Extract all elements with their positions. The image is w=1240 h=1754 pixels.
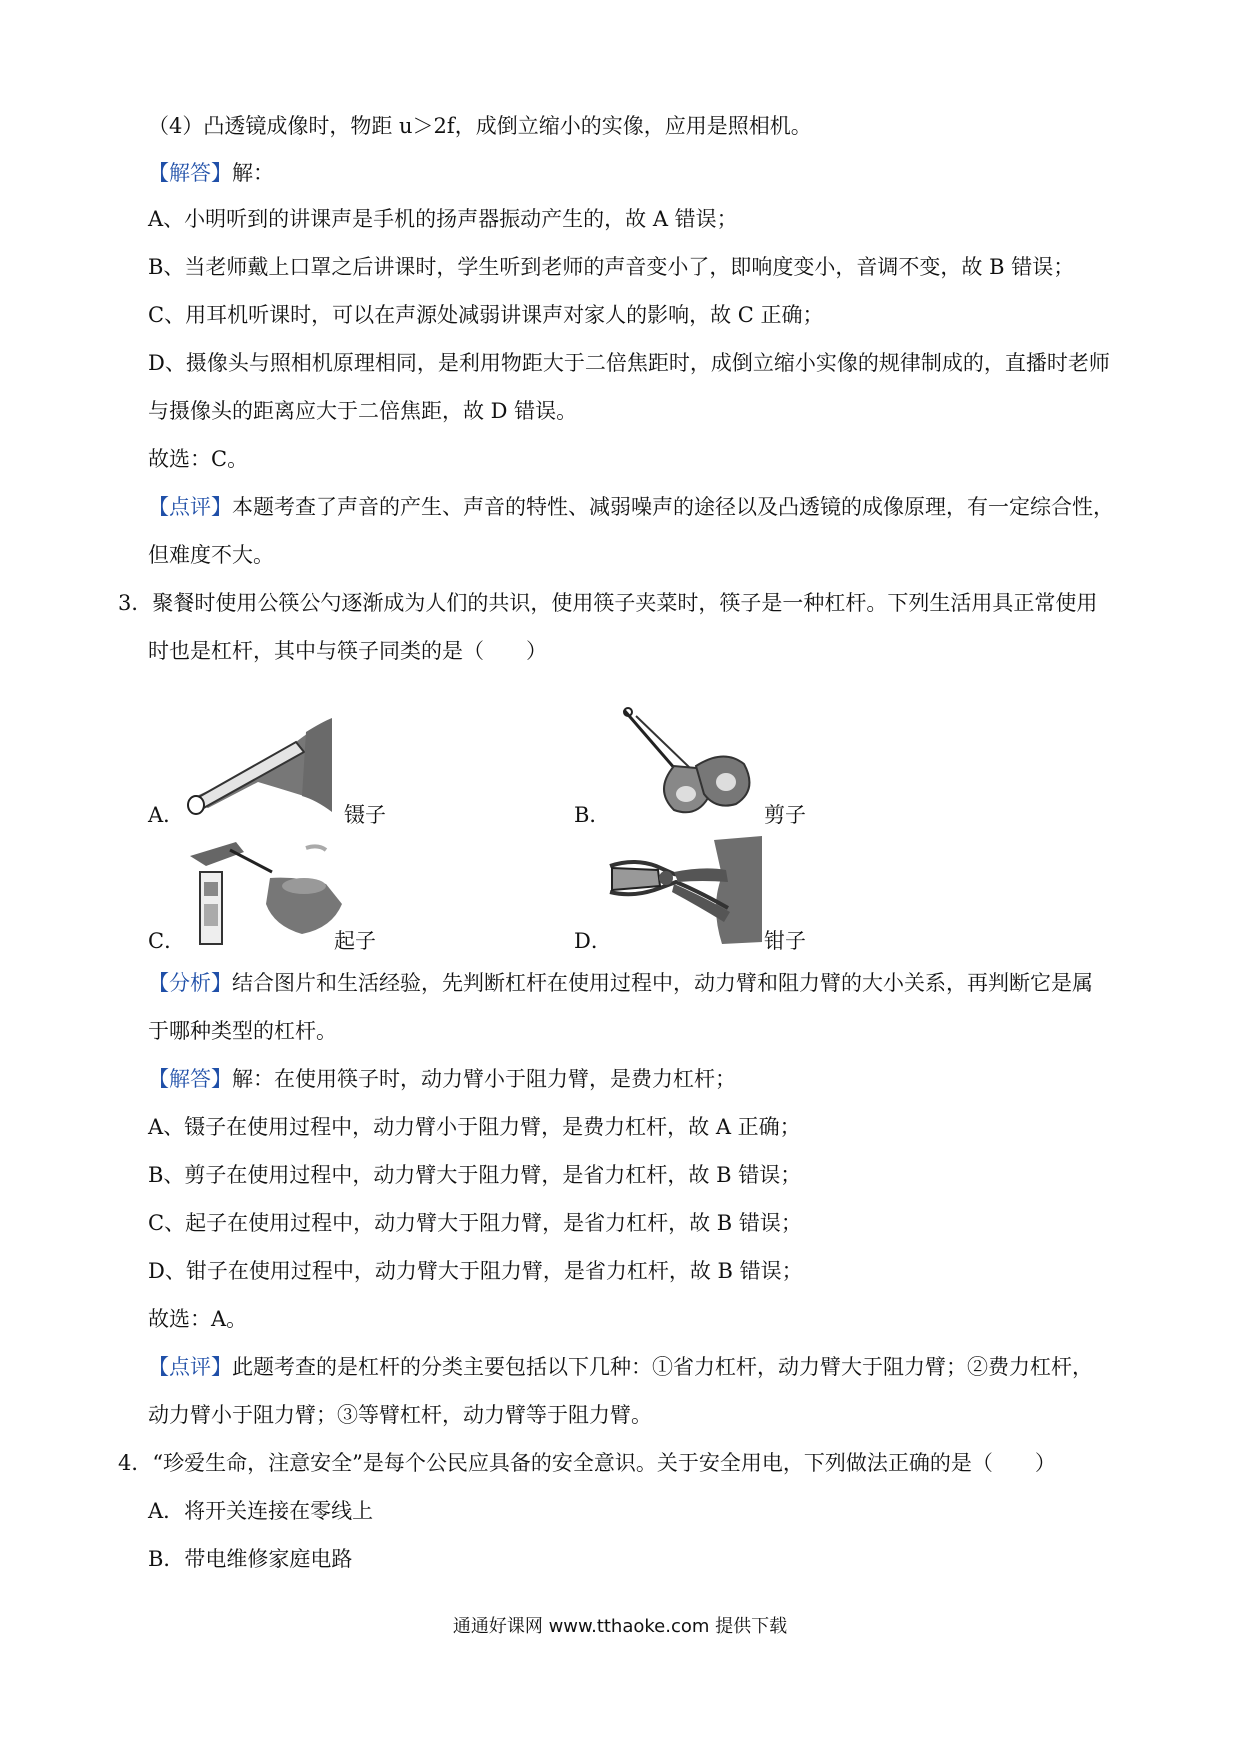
question-3-line: 3．聚餐时使用公筷公勺逐渐成为人们的共识，使用筷子夹菜时，筷子是一种杠杆。下列生活用具正常使用	[118, 591, 1098, 615]
text-span: 解：	[232, 161, 274, 185]
pliers-figure	[604, 836, 766, 946]
text-line: 但难度不大。	[148, 543, 274, 567]
text-line	[148, 492, 1114, 522]
section-tag: 【分析】	[148, 971, 232, 995]
text-line: D、钳子在使用过程中，动力臂大于阻力臂，是省力杠杆，故 B 错误；	[148, 1259, 803, 1283]
section-tag: 【解答】	[148, 1067, 232, 1091]
text-line: 故选：C。	[148, 447, 249, 471]
option-line: A．将开关连接在零线上	[148, 1499, 374, 1523]
option-b-caption: 剪子	[764, 803, 806, 827]
bottle-opener-figure	[186, 838, 346, 946]
text-line: A、小明听到的讲课声是手机的扬声器振动产生的，故 A 错误；	[148, 207, 738, 231]
option-b-label: B．	[574, 803, 611, 827]
question-3-line: 时也是杠杆，其中与筷子同类的是（ ）	[148, 639, 547, 663]
page-footer: 通通好课网 www.tthaoke.com 提供下载	[452, 1616, 788, 1637]
text-line: （4）凸透镜成像时，物距 u＞2f，成倒立缩小的实像，应用是照相机。	[148, 114, 812, 138]
text-line	[148, 158, 274, 188]
text-line: D、摄像头与照相机原理相同，是利用物距大于二倍焦距时，成倒立缩小实像的规律制成的，直播时老师	[148, 351, 1110, 375]
text-line: C、用耳机听课时，可以在声源处减弱讲课声对家人的影响，故 C 正确；	[148, 303, 824, 327]
text-line: C、起子在使用过程中，动力臂大于阻力臂，是省力杠杆，故 B 错误；	[148, 1211, 802, 1235]
section-tag: 【点评】	[148, 1355, 232, 1379]
text-line	[148, 1064, 736, 1094]
text-span: 本题考查了声音的产生、声音的特性、减弱噪声的途径以及凸透镜的成像原理，有一定综合性，	[232, 495, 1114, 519]
text-span: 解：在使用筷子时，动力臂小于阻力臂，是费力杠杆；	[232, 1067, 736, 1091]
option-d-label: D．	[574, 929, 612, 953]
text-span: 此题考查的是杠杆的分类主要包括以下几种：①省力杠杆，动力臂大于阻力臂；②费力杠杆，	[232, 1355, 1093, 1379]
tweezers-figure	[186, 712, 336, 818]
scissors-figure	[604, 706, 762, 816]
text-line: 动力臂小于阻力臂；③等臂杠杆，动力臂等于阻力臂。	[148, 1403, 652, 1427]
text-line: B、剪子在使用过程中，动力臂大于阻力臂，是省力杠杆，故 B 错误；	[148, 1163, 802, 1187]
option-c-caption: 起子	[334, 929, 376, 953]
text-span: 结合图片和生活经验，先判断杠杆在使用过程中，动力臂和阻力臂的大小关系，再判断它是属	[232, 971, 1093, 995]
text-line: A、镊子在使用过程中，动力臂小于阻力臂，是费力杠杆，故 A 正确；	[148, 1115, 801, 1139]
option-d-caption: 钳子	[764, 929, 806, 953]
question-4-line: 4．“珍爱生命，注意安全”是每个公民应具备的安全意识。关于安全用电，下列做法正确的是（ ）	[118, 1451, 1056, 1475]
option-line: B．带电维修家庭电路	[148, 1547, 353, 1571]
section-tag: 【解答】	[148, 161, 232, 185]
text-line	[148, 1352, 1093, 1382]
option-a-label: A．	[148, 803, 185, 827]
text-line: 于哪种类型的杠杆。	[148, 1019, 337, 1043]
option-c-label: C．	[148, 929, 186, 953]
option-a-caption: 镊子	[344, 803, 386, 827]
text-line: 与摄像头的距离应大于二倍焦距，故 D 错误。	[148, 399, 578, 423]
text-line: B、当老师戴上口罩之后讲课时，学生听到老师的声音变小了，即响度变小，音调不变，故 B 错误；	[148, 255, 1075, 279]
text-line: 故选：A。	[148, 1307, 248, 1331]
section-tag: 【点评】	[148, 495, 232, 519]
text-line	[148, 968, 1093, 998]
